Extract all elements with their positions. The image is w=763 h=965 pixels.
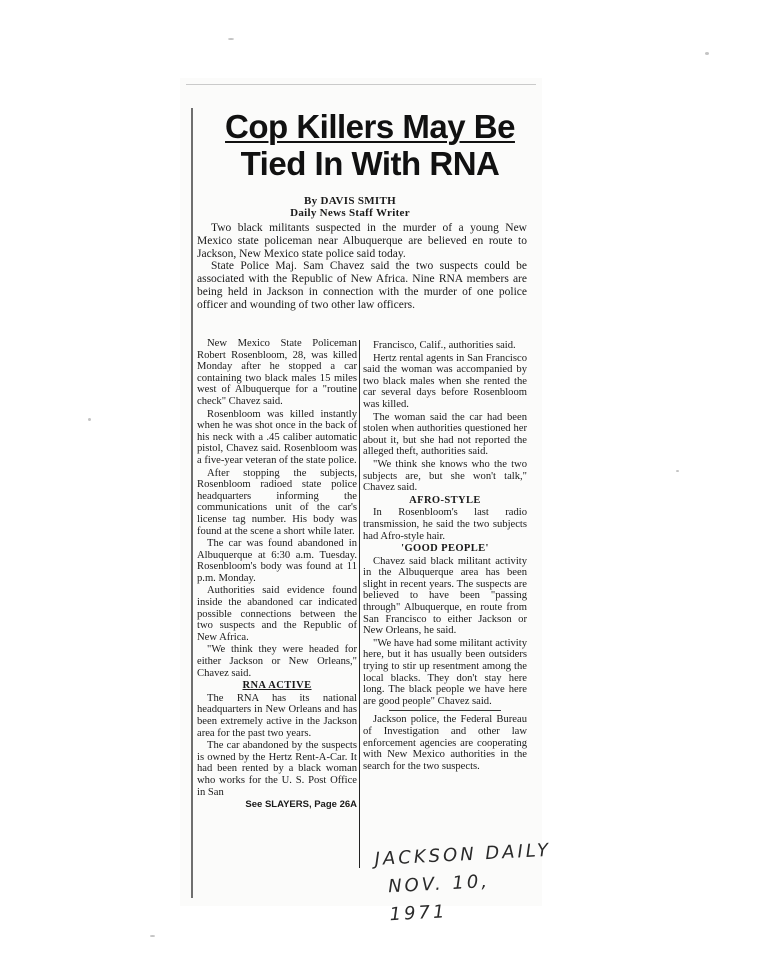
clipping-top-edge	[186, 84, 536, 85]
handwritten-source-note	[374, 837, 558, 930]
paragraph: The car abandoned by the suspects is owned by the Hertz Rent-A-Car. It had been rented by a black woman who works for the U. S. Post Office in San	[197, 740, 357, 798]
byline-author: By DAVIS SMITH	[303, 195, 397, 207]
handwritten-line-1: JACKSON DAILY	[374, 839, 552, 870]
paragraph: After stopping the subjects, Rosenbloom radioed state police headquarters informing the communications unit of the car's license tag number. His body was found at the scene a short while later.	[197, 467, 357, 537]
headline-line-1: Cop Killers May Be	[225, 108, 515, 145]
scan-speck	[228, 38, 234, 40]
scan-speck	[705, 52, 709, 55]
intro-paragraph: State Police Maj. Sam Chavez said the two suspects could be associated with the Republic of New Africa. Nine RNA members are being held in Jackson in connection with the murder of one police officer and wounding of two other law officers.	[197, 260, 527, 311]
handwritten-line-2: NOV. 10, 1971	[387, 870, 491, 926]
paragraph: Jackson police, the Federal Bureau of Investigation and other law enforcement agencies are cooperating with New Mexico authorities in the search for the two suspects.	[363, 714, 527, 772]
article-column-right	[363, 340, 527, 773]
subhead-afro-style: AFRO-STYLE	[409, 494, 481, 506]
subhead-good-people: 'GOOD PEOPLE'	[401, 543, 489, 555]
paragraph: The car was found abandoned in Albuquerque at 6:30 a.m. Tuesday. Rosenbloom's body was found at 11 p.m. Monday.	[197, 538, 357, 584]
paragraph: The RNA has its national headquarters in New Orleans and has been extremely active in the Jackson area for the past two years.	[197, 692, 357, 739]
paragraph: "We think she knows who the two subjects are, but she won't talk," Chavez said.	[363, 458, 527, 494]
subhead-rna-active: RNA ACTIVE	[242, 680, 312, 692]
divider-rule	[389, 710, 501, 711]
article-column-left	[197, 338, 357, 812]
headline	[200, 108, 540, 182]
paragraph: Chavez said black militant activity in the Albuquerque area has been slight in recent years. The suspects are believed to have been "passing through" Albuquerque, en route from San Francisco to either Jackson or New Orleans, he said.	[363, 555, 527, 637]
jump-line: See SLAYERS, Page 26A	[245, 799, 357, 811]
clipping-edge	[191, 108, 193, 898]
scan-speck	[676, 470, 679, 472]
paragraph: The woman said the car had been stolen when authorities questioned her about it, but she had not reported the alleged theft, authorities said.	[363, 411, 527, 458]
paragraph: Hertz rental agents in San Francisco said the woman was accompanied by two black males when she rented the car several days before Rosenbloom was killed.	[363, 352, 527, 410]
intro-paragraph: Two black militants suspected in the murder of a young New Mexico state policeman near Albuquerque are believed en route to Jackson, New Mexico state police said today.	[197, 222, 527, 260]
column-divider	[359, 340, 360, 868]
paragraph: "We think they were headed for either Jackson or New Orleans," Chavez said.	[197, 644, 357, 679]
headline-line-2: Tied In With RNA	[240, 145, 500, 182]
paragraph: Authorities said evidence found inside the abandoned car indicated possible connections between the two suspects and the Republic of New Africa.	[197, 585, 357, 643]
paragraph: "We have had some militant activity here, but it has usually been outsiders trying to stir up resentment among the local blacks. They don't stay here long. The black people we have here are good people" Chavez said.	[363, 637, 527, 707]
scan-speck	[150, 935, 155, 937]
byline	[200, 195, 500, 219]
paragraph: In Rosenbloom's last radio transmission, he said the two subjects had Afro-style hair.	[363, 507, 527, 542]
article-intro	[197, 222, 527, 312]
paragraph: Francisco, Calif., authorities said.	[373, 340, 516, 351]
byline-role: Daily News Staff Writer	[290, 207, 410, 219]
scan-speck	[88, 418, 91, 421]
paragraph: New Mexico State Policeman Robert Rosenbloom, 28, was killed Monday after he stopped a car containing two black males 15 miles west of Albuquerque for a "routine check" Chavez said.	[197, 338, 357, 407]
paragraph: Rosenbloom was killed instantly when he was shot once in the back of his neck with a .45 caliber automatic pistol, Chavez said. Rosenbloom was a five-year veteran of the state police.	[197, 408, 357, 466]
